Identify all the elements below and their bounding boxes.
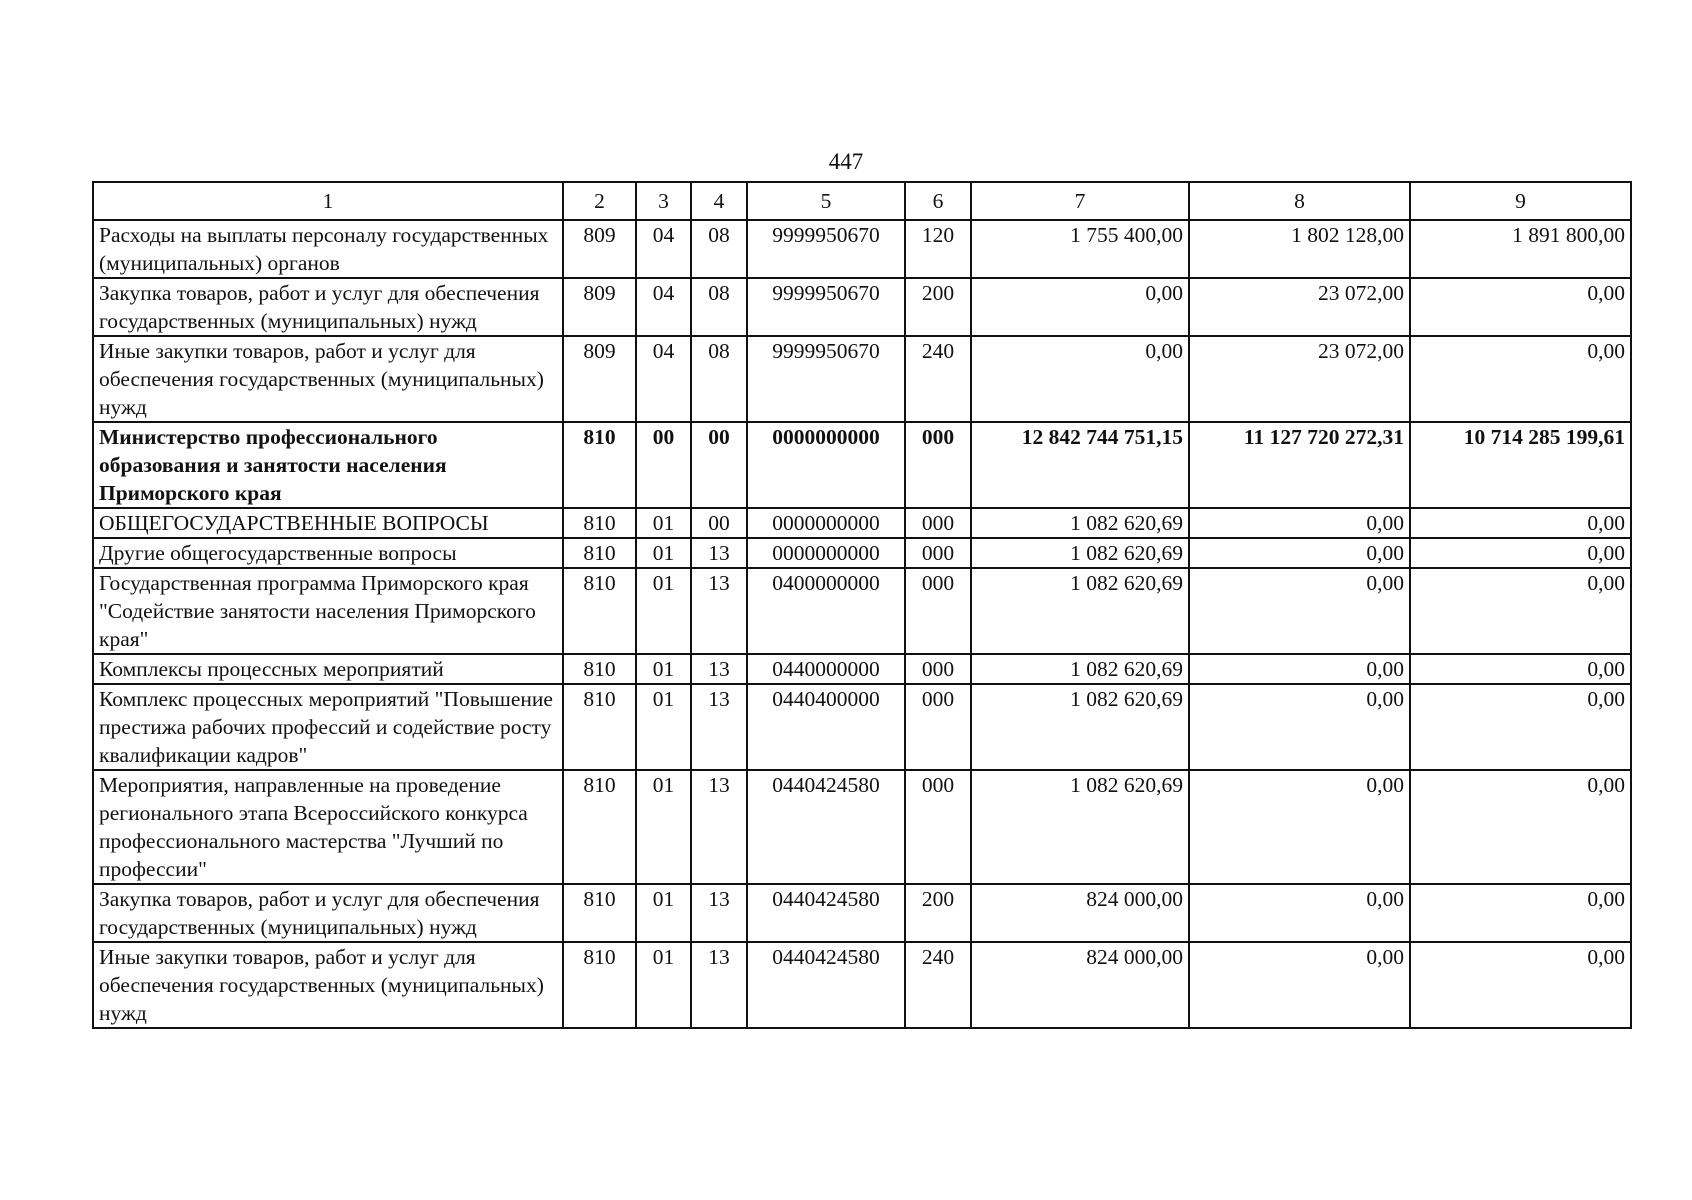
- row-name-cell: Комплекс процессных мероприятий "Повышение престижа рабочих профессий и содействие росту квалификации кадров": [93, 684, 563, 770]
- row-chapter-cell: 810: [563, 654, 636, 684]
- column-header: 7: [971, 182, 1189, 220]
- row-target-article-cell: 9999950670: [747, 220, 905, 278]
- table-row: [93, 422, 1631, 508]
- row-name-cell: Иные закупки товаров, работ и услуг для обеспечения государственных (муниципальных) нужд: [93, 942, 563, 1028]
- row-amount-year1-cell: 1 082 620,69: [971, 654, 1189, 684]
- row-section-cell: 01: [636, 568, 691, 654]
- row-amount-year3-cell: 0,00: [1410, 770, 1631, 884]
- row-subsection-cell: 08: [691, 220, 747, 278]
- row-subsection-cell: 13: [691, 942, 747, 1028]
- row-subsection-cell: 13: [691, 654, 747, 684]
- row-target-article-cell: 0000000000: [747, 422, 905, 508]
- row-amount-year3-cell: 0,00: [1410, 508, 1631, 538]
- row-target-article-cell: 0440400000: [747, 684, 905, 770]
- row-amount-year3-cell: 0,00: [1410, 336, 1631, 422]
- row-subsection-cell: 08: [691, 278, 747, 336]
- row-amount-year1-cell: 12 842 744 751,15: [971, 422, 1189, 508]
- row-amount-year1-cell: 0,00: [971, 278, 1189, 336]
- table-row: [93, 770, 1631, 884]
- row-expense-type-cell: 000: [905, 508, 971, 538]
- column-header: 5: [747, 182, 905, 220]
- row-amount-year2-cell: 0,00: [1189, 770, 1410, 884]
- row-amount-year2-cell: 11 127 720 272,31: [1189, 422, 1410, 508]
- row-amount-year1-cell: 824 000,00: [971, 942, 1189, 1028]
- row-chapter-cell: 810: [563, 942, 636, 1028]
- row-subsection-cell: 00: [691, 508, 747, 538]
- row-amount-year2-cell: 0,00: [1189, 942, 1410, 1028]
- row-amount-year1-cell: 1 082 620,69: [971, 538, 1189, 568]
- table-row: [93, 220, 1631, 278]
- row-amount-year3-cell: 0,00: [1410, 884, 1631, 942]
- row-subsection-cell: 13: [691, 884, 747, 942]
- budget-table: [92, 181, 1632, 1029]
- row-amount-year3-cell: 0,00: [1410, 568, 1631, 654]
- row-amount-year2-cell: 0,00: [1189, 538, 1410, 568]
- row-name-cell: ОБЩЕГОСУДАРСТВЕННЫЕ ВОПРОСЫ: [93, 508, 563, 538]
- row-amount-year2-cell: 23 072,00: [1189, 336, 1410, 422]
- row-section-cell: 01: [636, 654, 691, 684]
- row-expense-type-cell: 000: [905, 654, 971, 684]
- row-expense-type-cell: 000: [905, 770, 971, 884]
- row-amount-year2-cell: 0,00: [1189, 568, 1410, 654]
- table-row: [93, 538, 1631, 568]
- row-name-cell: Закупка товаров, работ и услуг для обеспечения государственных (муниципальных) нужд: [93, 278, 563, 336]
- column-header: 8: [1189, 182, 1410, 220]
- row-name-cell: Иные закупки товаров, работ и услуг для обеспечения государственных (муниципальных) нужд: [93, 336, 563, 422]
- row-expense-type-cell: 000: [905, 684, 971, 770]
- row-target-article-cell: 9999950670: [747, 278, 905, 336]
- table-row: [93, 884, 1631, 942]
- row-amount-year3-cell: 0,00: [1410, 538, 1631, 568]
- row-amount-year1-cell: 1 082 620,69: [971, 770, 1189, 884]
- row-amount-year3-cell: 10 714 285 199,61: [1410, 422, 1631, 508]
- row-section-cell: 01: [636, 942, 691, 1028]
- table-row: [93, 942, 1631, 1028]
- column-header: 2: [563, 182, 636, 220]
- row-chapter-cell: 810: [563, 538, 636, 568]
- column-header: 9: [1410, 182, 1631, 220]
- table-row: [93, 278, 1631, 336]
- row-subsection-cell: 08: [691, 336, 747, 422]
- row-expense-type-cell: 200: [905, 884, 971, 942]
- row-chapter-cell: 810: [563, 884, 636, 942]
- row-chapter-cell: 810: [563, 422, 636, 508]
- row-amount-year2-cell: 1 802 128,00: [1189, 220, 1410, 278]
- row-chapter-cell: 809: [563, 336, 636, 422]
- row-expense-type-cell: 000: [905, 538, 971, 568]
- row-expense-type-cell: 240: [905, 942, 971, 1028]
- row-name-cell: Расходы на выплаты персоналу государственных (муниципальных) органов: [93, 220, 563, 278]
- row-amount-year3-cell: 0,00: [1410, 278, 1631, 336]
- row-section-cell: 04: [636, 278, 691, 336]
- row-subsection-cell: 13: [691, 770, 747, 884]
- row-amount-year1-cell: 824 000,00: [971, 884, 1189, 942]
- row-amount-year2-cell: 0,00: [1189, 508, 1410, 538]
- row-name-cell: Государственная программа Приморского края "Содействие занятости населения Приморского края": [93, 568, 563, 654]
- row-section-cell: 00: [636, 422, 691, 508]
- row-amount-year3-cell: 0,00: [1410, 654, 1631, 684]
- row-subsection-cell: 13: [691, 684, 747, 770]
- row-subsection-cell: 00: [691, 422, 747, 508]
- row-amount-year1-cell: 1 082 620,69: [971, 684, 1189, 770]
- row-amount-year3-cell: 0,00: [1410, 684, 1631, 770]
- table-row: [93, 654, 1631, 684]
- row-amount-year3-cell: 0,00: [1410, 942, 1631, 1028]
- row-amount-year2-cell: 23 072,00: [1189, 278, 1410, 336]
- row-expense-type-cell: 200: [905, 278, 971, 336]
- row-amount-year2-cell: 0,00: [1189, 684, 1410, 770]
- row-amount-year2-cell: 0,00: [1189, 884, 1410, 942]
- row-expense-type-cell: 000: [905, 568, 971, 654]
- row-amount-year1-cell: 0,00: [971, 336, 1189, 422]
- row-section-cell: 01: [636, 884, 691, 942]
- row-target-article-cell: 0400000000: [747, 568, 905, 654]
- row-name-cell: Комплексы процессных мероприятий: [93, 654, 563, 684]
- row-chapter-cell: 810: [563, 770, 636, 884]
- row-section-cell: 01: [636, 770, 691, 884]
- column-header: 3: [636, 182, 691, 220]
- row-target-article-cell: 0000000000: [747, 508, 905, 538]
- row-name-cell: Другие общегосударственные вопросы: [93, 538, 563, 568]
- row-name-cell: Закупка товаров, работ и услуг для обеспечения государственных (муниципальных) нужд: [93, 884, 563, 942]
- column-header: 4: [691, 182, 747, 220]
- row-amount-year1-cell: 1 082 620,69: [971, 568, 1189, 654]
- page-number: 447: [828, 149, 864, 174]
- row-section-cell: 04: [636, 220, 691, 278]
- table-row: [93, 568, 1631, 654]
- column-number-row: [93, 182, 1631, 220]
- row-chapter-cell: 810: [563, 508, 636, 538]
- row-target-article-cell: 0440424580: [747, 942, 905, 1028]
- row-section-cell: 01: [636, 538, 691, 568]
- row-name-cell: Министерство профессионального образования и занятости населения Приморского края: [93, 422, 563, 508]
- row-expense-type-cell: 240: [905, 336, 971, 422]
- column-header: 1: [93, 182, 563, 220]
- table-row: [93, 336, 1631, 422]
- row-section-cell: 01: [636, 684, 691, 770]
- row-chapter-cell: 810: [563, 684, 636, 770]
- row-expense-type-cell: 000: [905, 422, 971, 508]
- row-target-article-cell: 0440424580: [747, 770, 905, 884]
- row-amount-year2-cell: 0,00: [1189, 654, 1410, 684]
- row-amount-year3-cell: 1 891 800,00: [1410, 220, 1631, 278]
- row-chapter-cell: 809: [563, 278, 636, 336]
- row-target-article-cell: 9999950670: [747, 336, 905, 422]
- table-row: [93, 684, 1631, 770]
- row-chapter-cell: 810: [563, 568, 636, 654]
- row-amount-year1-cell: 1 082 620,69: [971, 508, 1189, 538]
- row-target-article-cell: 0440000000: [747, 654, 905, 684]
- row-subsection-cell: 13: [691, 538, 747, 568]
- row-chapter-cell: 809: [563, 220, 636, 278]
- column-header: 6: [905, 182, 971, 220]
- row-expense-type-cell: 120: [905, 220, 971, 278]
- row-amount-year1-cell: 1 755 400,00: [971, 220, 1189, 278]
- table-row: [93, 508, 1631, 538]
- row-name-cell: Мероприятия, направленные на проведение регионального этапа Всероссийского конкурса профессионального мастерства "Лучший по профессии": [93, 770, 563, 884]
- row-section-cell: 04: [636, 336, 691, 422]
- row-subsection-cell: 13: [691, 568, 747, 654]
- row-section-cell: 01: [636, 508, 691, 538]
- row-target-article-cell: 0000000000: [747, 538, 905, 568]
- row-target-article-cell: 0440424580: [747, 884, 905, 942]
